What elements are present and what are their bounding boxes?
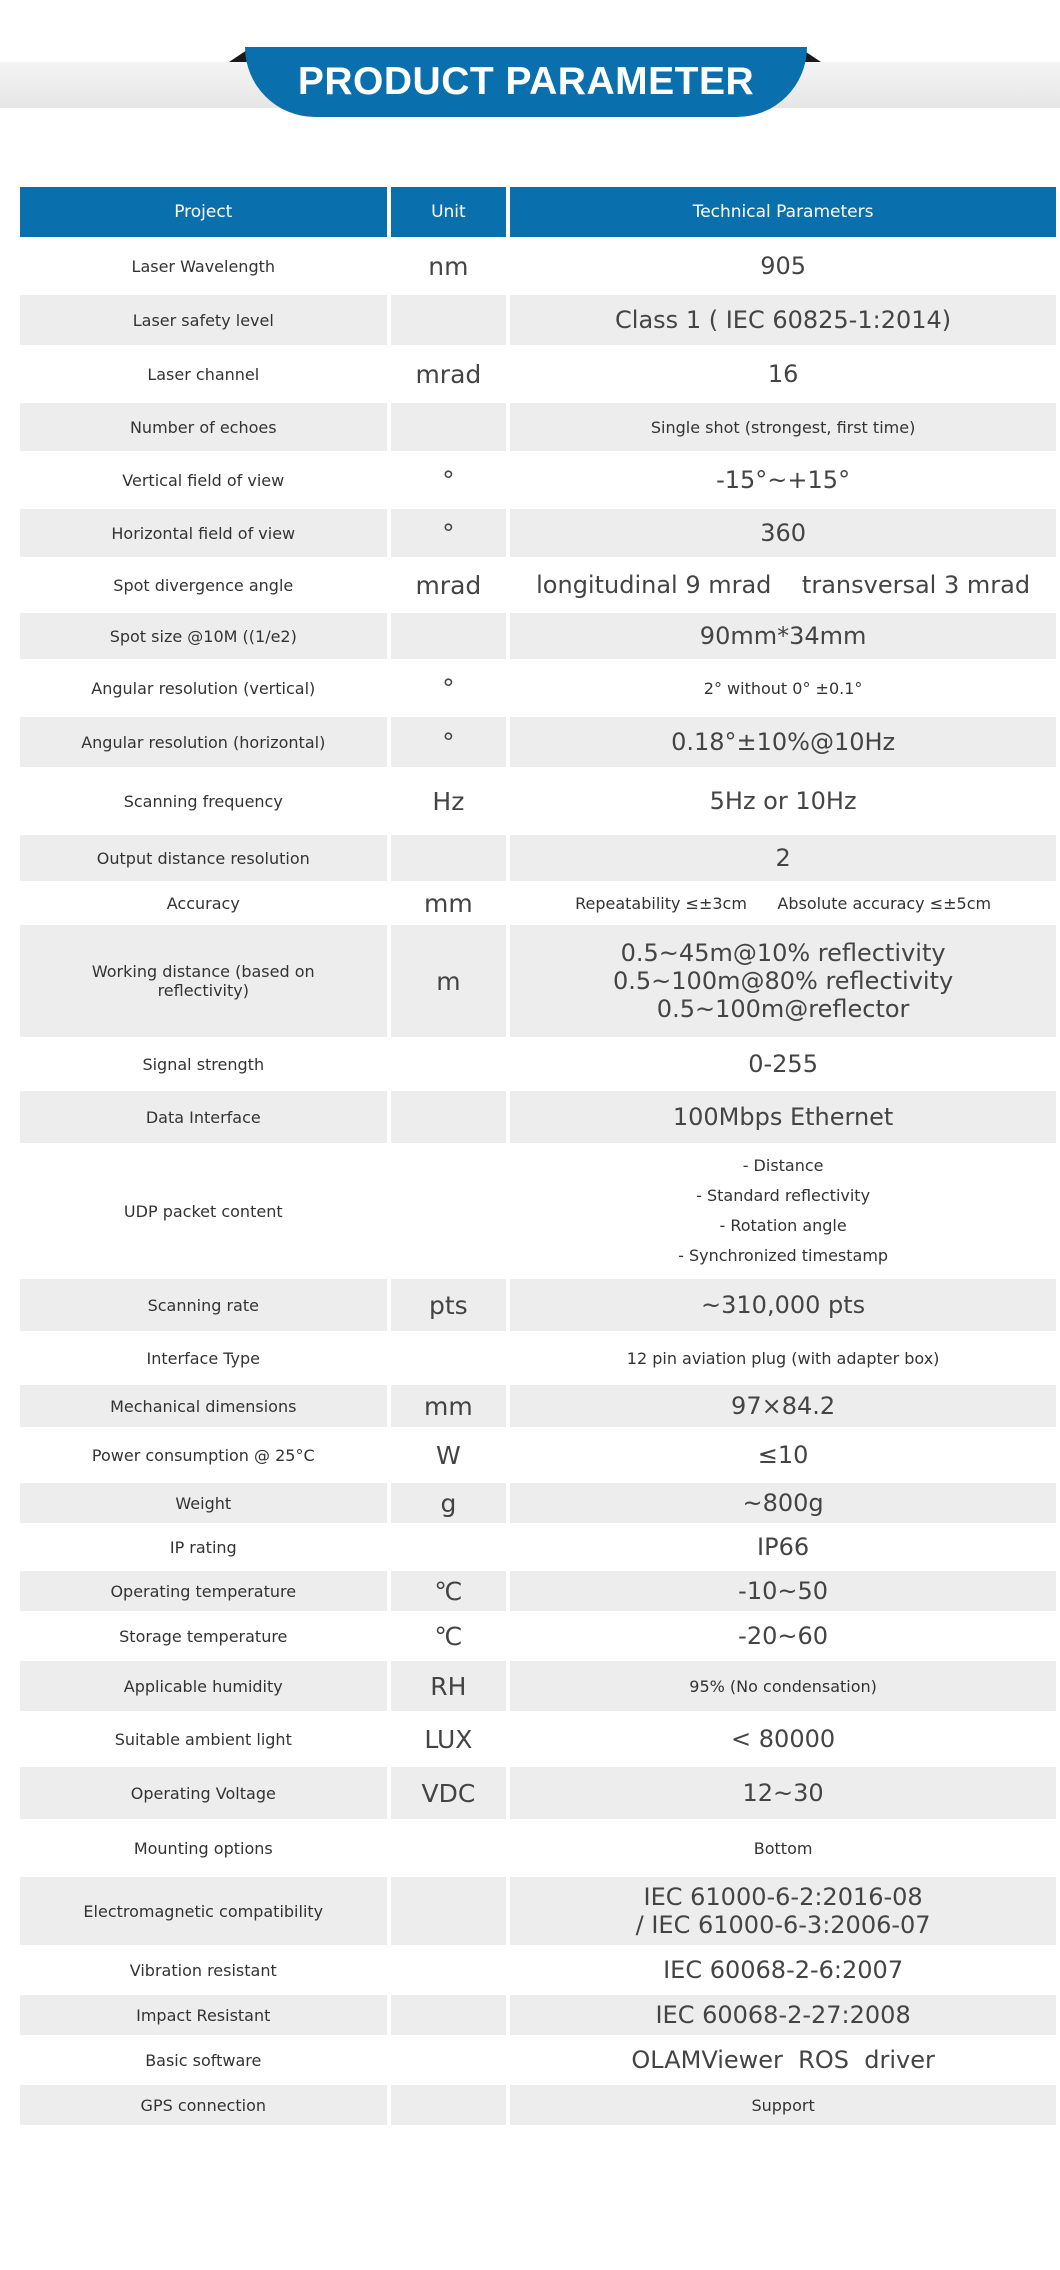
cell-project: Electromagnetic compatibility bbox=[20, 1877, 387, 1945]
cell-technical-parameter: longitudinal 9 mrad transversal 3 mrad bbox=[536, 571, 1031, 599]
parameter-line: - Standard reflectivity bbox=[696, 1186, 871, 1205]
table-row bbox=[20, 1571, 1056, 1611]
cell-technical-parameter bbox=[510, 1148, 1056, 1274]
cell-technical-parameter: Class 1 ( IEC 60825-1:2014) bbox=[510, 295, 1056, 345]
cell-project: Working distance (based on reflectivity) bbox=[20, 925, 387, 1037]
table-row bbox=[20, 1877, 1056, 1945]
cell-project: Operating temperature bbox=[20, 1571, 387, 1611]
cell-project: Operating Voltage bbox=[20, 1767, 387, 1819]
cell-unit bbox=[391, 613, 507, 659]
cell-unit: ° bbox=[442, 673, 455, 703]
header-technical-parameters: Technical Parameters bbox=[510, 187, 1056, 237]
cell-project: Number of echoes bbox=[20, 403, 387, 451]
cell-unit bbox=[391, 1824, 507, 1872]
cell-unit bbox=[391, 2085, 507, 2125]
cell-unit: m bbox=[391, 925, 507, 1037]
cell-unit: ° bbox=[391, 717, 507, 767]
cell-technical-parameter: 0.18°±10%@10Hz bbox=[510, 717, 1056, 767]
cell-project: Applicable humidity bbox=[20, 1661, 387, 1711]
table-row bbox=[20, 1767, 1056, 1819]
cell-technical-parameter: Repeatability ≤±3cm Absolute accuracy ≤±5cm bbox=[575, 893, 992, 913]
table-header-row bbox=[20, 187, 1056, 237]
table-row bbox=[20, 295, 1056, 345]
cell-technical-parameter: -15°~+15° bbox=[716, 466, 851, 494]
parameter-line: - Distance bbox=[742, 1156, 824, 1175]
cell-technical-parameter: -10~50 bbox=[510, 1571, 1056, 1611]
cell-project: Output distance resolution bbox=[20, 835, 387, 881]
cell-project: Laser channel bbox=[147, 364, 260, 384]
cell-unit: mrad bbox=[415, 359, 482, 389]
cell-unit: ° bbox=[442, 465, 455, 495]
table-row bbox=[20, 835, 1056, 881]
cell-unit: nm bbox=[428, 251, 469, 281]
cell-technical-parameter: < 80000 bbox=[731, 1725, 836, 1753]
table-row bbox=[20, 886, 1056, 920]
cell-project: Data Interface bbox=[20, 1091, 387, 1143]
cell-technical-parameter: 95% (No condensation) bbox=[510, 1661, 1056, 1711]
cell-technical-parameter: 97×84.2 bbox=[510, 1385, 1056, 1427]
cell-technical-parameter: IP66 bbox=[757, 1533, 810, 1561]
cell-unit: RH bbox=[391, 1661, 507, 1711]
table-row bbox=[20, 772, 1056, 830]
cell-technical-parameter: IEC 60068-2-6:2007 bbox=[663, 1956, 904, 1984]
table-row bbox=[20, 1528, 1056, 1566]
cell-project: Accuracy bbox=[166, 893, 240, 913]
cell-unit: ℃ bbox=[391, 1571, 507, 1611]
table-row bbox=[20, 925, 1056, 1037]
cell-project: Angular resolution (vertical) bbox=[91, 678, 316, 698]
table-row bbox=[20, 1483, 1056, 1523]
table-row bbox=[20, 1042, 1056, 1086]
cell-unit: LUX bbox=[424, 1724, 473, 1754]
table-row bbox=[20, 403, 1056, 451]
cell-project: Spot size @10M ((1/e2) bbox=[20, 613, 387, 659]
cell-project: IP rating bbox=[169, 1537, 237, 1557]
table-row bbox=[20, 717, 1056, 767]
cell-project: Interface Type bbox=[146, 1348, 260, 1368]
cell-unit bbox=[391, 403, 507, 451]
cell-technical-parameter: 360 bbox=[510, 509, 1056, 557]
cell-project: Vertical field of view bbox=[122, 470, 285, 490]
cell-project: GPS connection bbox=[20, 2085, 387, 2125]
cell-project: Basic software bbox=[145, 2050, 262, 2070]
cell-unit bbox=[391, 2040, 507, 2080]
parameter-line: 0.5~45m@10% reflectivity bbox=[620, 939, 946, 967]
cell-technical-parameter: 2° without 0° ±0.1° bbox=[703, 678, 863, 698]
table-row bbox=[20, 1279, 1056, 1331]
parameter-line: 0.5~100m@reflector bbox=[656, 995, 910, 1023]
cell-unit bbox=[391, 835, 507, 881]
cell-project: Scanning frequency bbox=[123, 791, 283, 811]
cell-technical-parameter bbox=[510, 1877, 1056, 1945]
cell-unit bbox=[391, 295, 507, 345]
cell-technical-parameter: Single shot (strongest, first time) bbox=[510, 403, 1056, 451]
cell-technical-parameter: 12 pin aviation plug (with adapter box) bbox=[626, 1348, 940, 1368]
table-row bbox=[20, 613, 1056, 659]
cell-technical-parameter: 0-255 bbox=[748, 1050, 818, 1078]
header-unit: Unit bbox=[391, 187, 507, 237]
table-body bbox=[20, 242, 1056, 2125]
cell-project: Angular resolution (horizontal) bbox=[20, 717, 387, 767]
table-row bbox=[20, 1616, 1056, 1656]
table-row bbox=[20, 1432, 1056, 1478]
cell-unit: ℃ bbox=[434, 1621, 463, 1651]
cell-unit: pts bbox=[391, 1279, 507, 1331]
cell-technical-parameter: 100Mbps Ethernet bbox=[510, 1091, 1056, 1143]
cell-project: Weight bbox=[20, 1483, 387, 1523]
parameter-line: / IEC 61000-6-3:2006-07 bbox=[635, 1911, 931, 1939]
parameter-table bbox=[16, 182, 1060, 2130]
table-row bbox=[20, 1995, 1056, 2035]
cell-project: Scanning rate bbox=[20, 1279, 387, 1331]
cell-technical-parameter: OLAMViewer ROS driver bbox=[631, 2046, 935, 2074]
cell-technical-parameter: ~310,000 pts bbox=[510, 1279, 1056, 1331]
cell-technical-parameter: 5Hz or 10Hz bbox=[709, 787, 857, 815]
header-project: Project bbox=[20, 187, 387, 237]
page-title: PRODUCT PARAMETER bbox=[297, 60, 755, 103]
table-row bbox=[20, 1661, 1056, 1711]
cell-project: UDP packet content bbox=[123, 1201, 283, 1221]
cell-unit bbox=[391, 1528, 507, 1566]
parameter-line: 0.5~100m@80% reflectivity bbox=[613, 967, 954, 995]
parameter-line: - Rotation angle bbox=[719, 1216, 847, 1235]
table-row bbox=[20, 2085, 1056, 2125]
cell-project: Vibration resistant bbox=[129, 1960, 277, 1980]
cell-unit: mrad bbox=[415, 570, 482, 600]
table-row bbox=[20, 509, 1056, 557]
table-row bbox=[20, 1336, 1056, 1380]
cell-project: Spot divergence angle bbox=[113, 575, 294, 595]
cell-project: Power consumption @ 25°C bbox=[91, 1445, 315, 1465]
cell-project: Mechanical dimensions bbox=[20, 1385, 387, 1427]
cell-project: Laser Wavelength bbox=[131, 256, 276, 276]
cell-technical-parameter: 90mm*34mm bbox=[510, 613, 1056, 659]
cell-technical-parameter: ≤10 bbox=[757, 1441, 809, 1469]
table-row bbox=[20, 1950, 1056, 1990]
cell-unit bbox=[391, 1148, 507, 1274]
cell-unit bbox=[391, 1877, 507, 1945]
cell-unit: VDC bbox=[391, 1767, 507, 1819]
cell-unit bbox=[391, 1995, 507, 2035]
cell-project: Mounting options bbox=[133, 1838, 273, 1858]
cell-unit bbox=[391, 1091, 507, 1143]
cell-technical-parameter: Bottom bbox=[753, 1838, 813, 1858]
cell-technical-parameter: IEC 60068-2-27:2008 bbox=[510, 1995, 1056, 2035]
cell-technical-parameter: 905 bbox=[760, 252, 806, 280]
table-row bbox=[20, 456, 1056, 504]
cell-project: Storage temperature bbox=[119, 1626, 288, 1646]
table-row bbox=[20, 1716, 1056, 1762]
cell-technical-parameter: 16 bbox=[767, 360, 799, 388]
cell-project: Signal strength bbox=[142, 1054, 265, 1074]
table-row bbox=[20, 242, 1056, 290]
table-row bbox=[20, 1091, 1056, 1143]
cell-unit bbox=[391, 1042, 507, 1086]
parameter-line: IEC 61000-6-2:2016-08 bbox=[643, 1883, 923, 1911]
cell-project: Horizontal field of view bbox=[20, 509, 387, 557]
cell-unit: mm bbox=[391, 1385, 507, 1427]
cell-unit bbox=[391, 1950, 507, 1990]
cell-unit bbox=[391, 1336, 507, 1380]
cell-technical-parameter: Support bbox=[510, 2085, 1056, 2125]
cell-project: Impact Resistant bbox=[20, 1995, 387, 2035]
cell-project: Suitable ambient light bbox=[114, 1729, 292, 1749]
cell-technical-parameter: -20~60 bbox=[738, 1622, 829, 1650]
table-row bbox=[20, 562, 1056, 608]
cell-unit: g bbox=[391, 1483, 507, 1523]
cell-technical-parameter: 2 bbox=[510, 835, 1056, 881]
cell-unit: W bbox=[436, 1440, 461, 1470]
table-row bbox=[20, 1148, 1056, 1274]
table-row bbox=[20, 664, 1056, 712]
table-row bbox=[20, 1385, 1056, 1427]
cell-technical-parameter bbox=[510, 925, 1056, 1037]
table-row bbox=[20, 350, 1056, 398]
title-ribbon bbox=[245, 47, 807, 117]
cell-technical-parameter: ~800g bbox=[510, 1483, 1056, 1523]
table-row bbox=[20, 2040, 1056, 2080]
cell-unit: Hz bbox=[432, 786, 465, 816]
cell-unit: ° bbox=[391, 509, 507, 557]
parameter-line: - Synchronized timestamp bbox=[678, 1246, 889, 1265]
table-row bbox=[20, 1824, 1056, 1872]
cell-unit: mm bbox=[424, 888, 473, 918]
cell-project: Laser safety level bbox=[20, 295, 387, 345]
cell-technical-parameter: 12~30 bbox=[510, 1767, 1056, 1819]
